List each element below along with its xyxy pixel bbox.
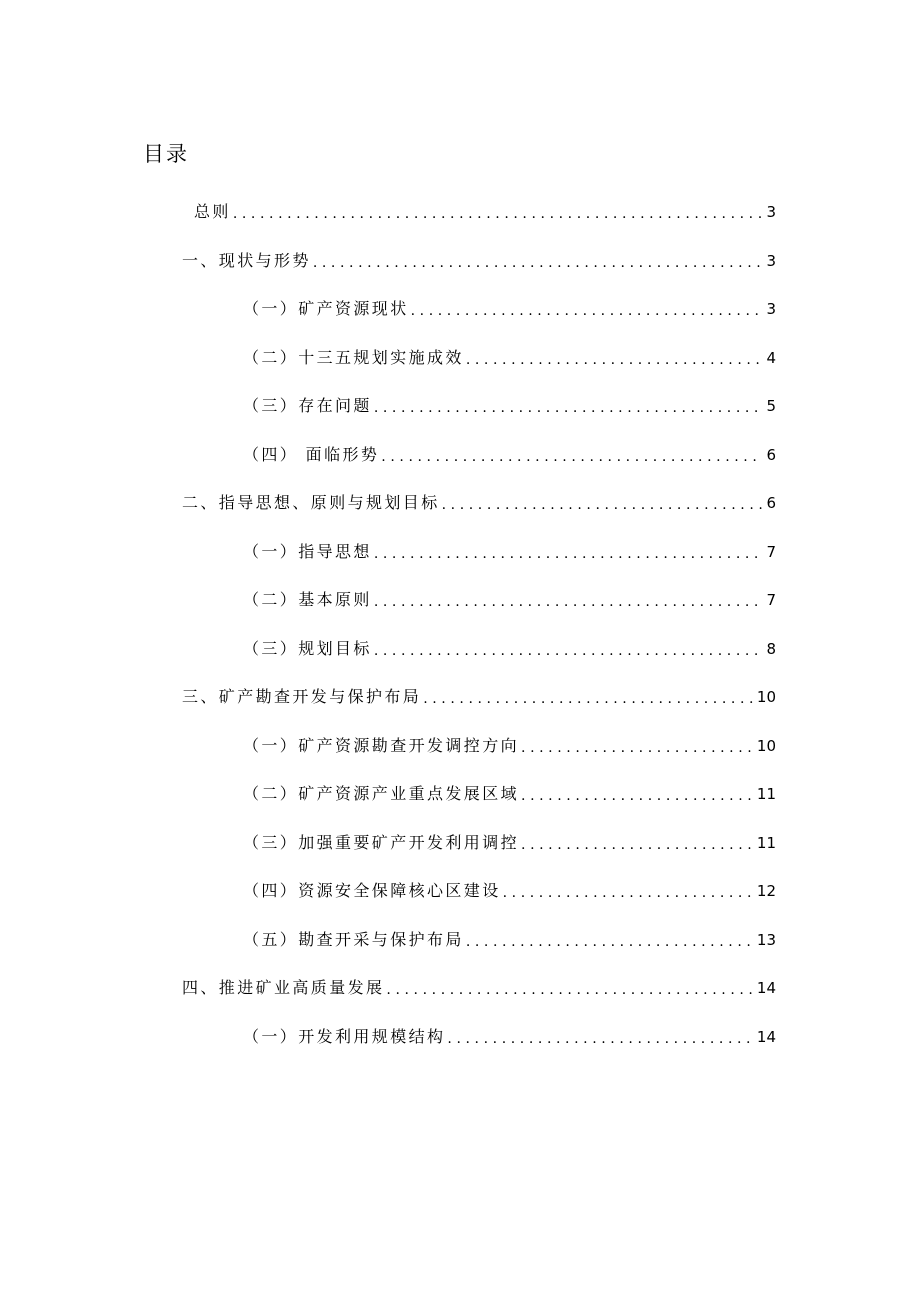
toc-entry-label: 三、矿产勘查开发与保护布局	[182, 687, 422, 707]
toc-entry-label: （四） 面临形势	[243, 444, 380, 464]
toc-dot-leader	[447, 1025, 753, 1049]
toc-entry-page-number: 14	[756, 979, 776, 998]
toc-entry[interactable]	[0, 916, 920, 965]
toc-entry-page-number: 13	[756, 930, 776, 949]
toc-entry-page-number: 10	[756, 688, 776, 707]
toc-dot-leader	[442, 491, 763, 515]
toc-entry[interactable]	[0, 722, 920, 771]
toc-title: 目录	[143, 142, 189, 166]
toc-list	[0, 188, 920, 1061]
toc-dot-leader	[466, 346, 763, 370]
toc-entry-label: （一）矿产资源现状	[243, 299, 409, 319]
toc-entry-page-number: 3	[766, 300, 776, 319]
toc-entry[interactable]	[0, 1013, 920, 1062]
toc-entry[interactable]	[0, 964, 920, 1013]
toc-dot-leader	[423, 685, 753, 709]
toc-dot-leader	[374, 394, 763, 418]
toc-entry-page-number: 8	[766, 639, 776, 658]
toc-dot-leader	[381, 443, 762, 467]
toc-entry-page-number: 4	[766, 348, 776, 367]
toc-dot-leader	[374, 540, 763, 564]
toc-dot-leader	[521, 782, 753, 806]
toc-entry[interactable]	[0, 673, 920, 722]
toc-entry[interactable]	[0, 625, 920, 674]
toc-entry-label: （二）十三五规划实施成效	[243, 347, 464, 367]
toc-entry-page-number: 10	[756, 736, 776, 755]
toc-entry[interactable]	[0, 431, 920, 480]
toc-dot-leader	[233, 200, 763, 224]
toc-entry-label: 二、指导思想、原则与规划目标	[182, 493, 440, 513]
toc-entry[interactable]	[0, 334, 920, 383]
toc-entry-page-number: 3	[766, 251, 776, 270]
toc-entry[interactable]	[0, 479, 920, 528]
toc-dot-leader	[386, 976, 753, 1000]
toc-entry-page-number: 7	[766, 591, 776, 610]
toc-dot-leader	[521, 831, 753, 855]
toc-entry-page-number: 7	[766, 542, 776, 561]
toc-entry-label: （二）基本原则	[243, 590, 372, 610]
toc-entry-label: （一）指导思想	[243, 541, 372, 561]
toc-entry-label: 一、现状与形势	[182, 250, 311, 270]
toc-dot-leader	[374, 637, 763, 661]
toc-entry[interactable]	[0, 528, 920, 577]
toc-dot-leader	[521, 734, 753, 758]
toc-dot-leader	[374, 588, 763, 612]
toc-entry-label: （一）矿产资源勘查开发调控方向	[243, 735, 520, 755]
toc-entry-page-number: 14	[756, 1027, 776, 1046]
toc-dot-leader	[466, 928, 753, 952]
toc-entry-label: （一）开发利用规模结构	[243, 1026, 446, 1046]
toc-dot-leader	[503, 879, 753, 903]
toc-entry-page-number: 6	[766, 445, 776, 464]
toc-entry[interactable]	[0, 867, 920, 916]
toc-entry-label: （三）规划目标	[243, 638, 372, 658]
toc-entry[interactable]	[0, 382, 920, 431]
toc-entry-page-number: 11	[756, 785, 776, 804]
toc-entry[interactable]	[0, 576, 920, 625]
toc-entry-label: （四）资源安全保障核心区建设	[243, 881, 501, 901]
toc-entry-label: 总则	[194, 202, 231, 222]
toc-entry-label: （五）勘查开采与保护布局	[243, 929, 464, 949]
toc-entry-page-number: 6	[766, 494, 776, 513]
toc-entry-label: 四、推进矿业高质量发展	[182, 978, 385, 998]
toc-entry[interactable]	[0, 770, 920, 819]
toc-entry-page-number: 12	[756, 882, 776, 901]
toc-entry-page-number: 5	[766, 397, 776, 416]
toc-entry-label: （二）矿产资源产业重点发展区域	[243, 784, 520, 804]
toc-entry-page-number: 3	[766, 203, 776, 222]
toc-entry-label: （三）存在问题	[243, 396, 372, 416]
toc-entry[interactable]	[0, 188, 920, 237]
toc-entry[interactable]	[0, 237, 920, 286]
toc-dot-leader	[411, 297, 763, 321]
toc-entry[interactable]	[0, 285, 920, 334]
toc-entry[interactable]	[0, 819, 920, 868]
toc-dot-leader	[313, 249, 763, 273]
toc-entry-label: （三）加强重要矿产开发利用调控	[243, 832, 520, 852]
toc-entry-page-number: 11	[756, 833, 776, 852]
